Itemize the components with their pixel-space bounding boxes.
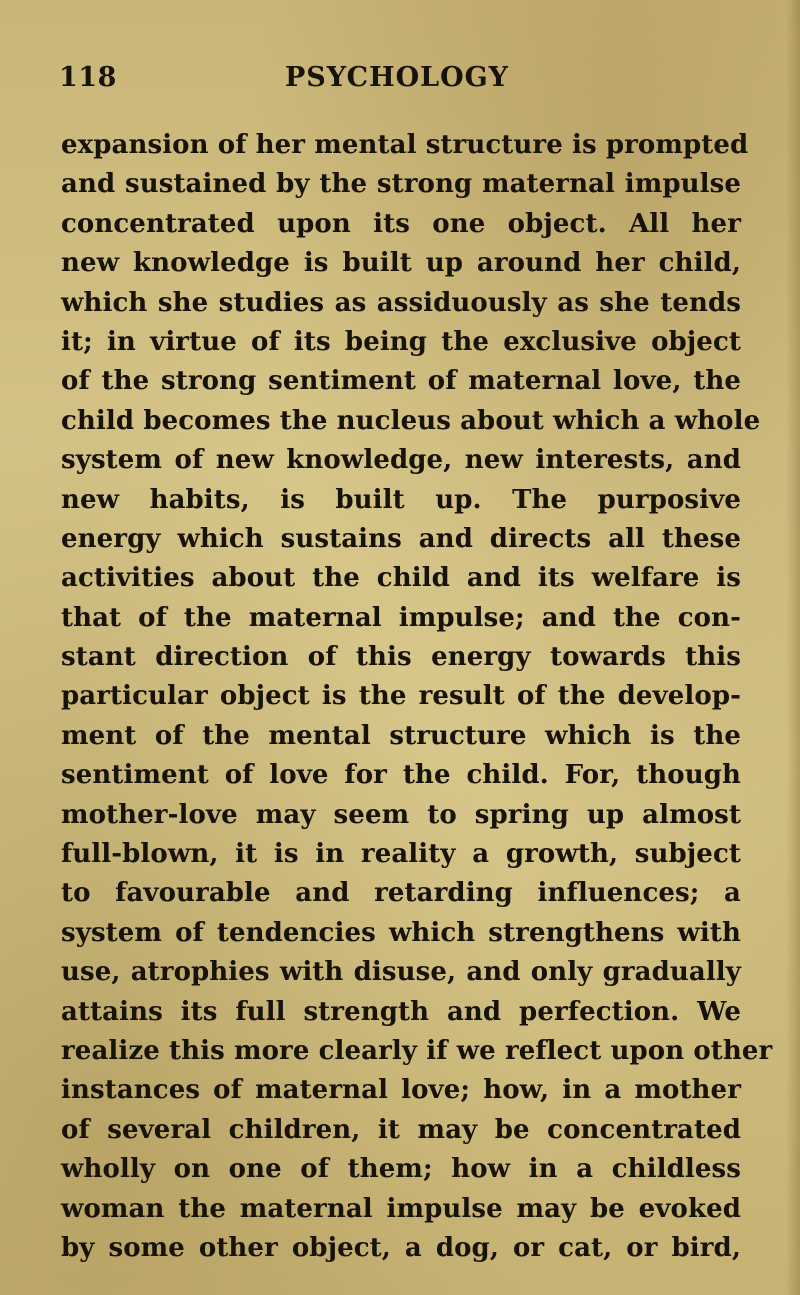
text-line: new knowledge is built up around her child, — [61, 248, 741, 279]
text-line: particular object is the result of the develop- — [61, 681, 741, 712]
text-line: wholly on one of them; how in a childless — [61, 1154, 741, 1185]
text-line: full-blown, it is in reality a growth, subject — [61, 839, 741, 870]
body-text — [61, 126, 773, 1268]
text-line: concentrated upon its one object. All her — [61, 208, 741, 239]
text-line: ment of the mental structure which is the — [61, 720, 741, 751]
text-line: new habits, is built up. The purposive — [61, 484, 741, 515]
page-number: 118 — [59, 62, 117, 93]
text-line: of the strong sentiment of maternal love, the — [61, 366, 741, 397]
text-line: stant direction of this energy towards this — [61, 642, 741, 673]
text-line: system of new knowledge, new interests, and — [61, 445, 741, 476]
text-line: instances of maternal love; how, in a mother — [61, 1075, 741, 1106]
text-line: that of the maternal impulse; and the con- — [61, 602, 741, 633]
text-line: and sustained by the strong maternal impulse — [61, 169, 741, 200]
running-title: PSYCHOLOGY — [285, 62, 509, 93]
text-line: which she studies as assiduously as she tends — [61, 287, 741, 318]
text-line: of several children, it may be concentrated — [61, 1114, 741, 1145]
text-line: to favourable and retarding influences; a — [61, 878, 741, 909]
page-edge-shadow — [786, 0, 800, 1295]
text-line: mother-love may seem to spring up almost — [61, 799, 741, 830]
text-line: sentiment of love for the child. For, though — [61, 760, 741, 791]
text-line: realize this more clearly if we reflect upon other — [61, 1035, 773, 1066]
text-line: expansion of her mental structure is prompted — [61, 130, 749, 160]
text-line: activities about the child and its welfare is — [61, 563, 741, 594]
text-line: child becomes the nucleus about which a whole — [61, 405, 761, 436]
text-line: energy which sustains and directs all these — [61, 523, 741, 554]
text-line: system of tendencies which strengthens with — [61, 917, 741, 948]
text-line: woman the maternal impulse may be evoked — [61, 1193, 741, 1224]
running-head — [59, 62, 719, 102]
text-line: attains its full strength and perfection. We — [61, 996, 741, 1027]
text-line: use, atrophies with disuse, and only gradually — [61, 957, 741, 988]
text-line: it; in virtue of its being the exclusive object — [61, 326, 741, 357]
text-line: by some other object, a dog, or cat, or bird, — [61, 1232, 741, 1263]
